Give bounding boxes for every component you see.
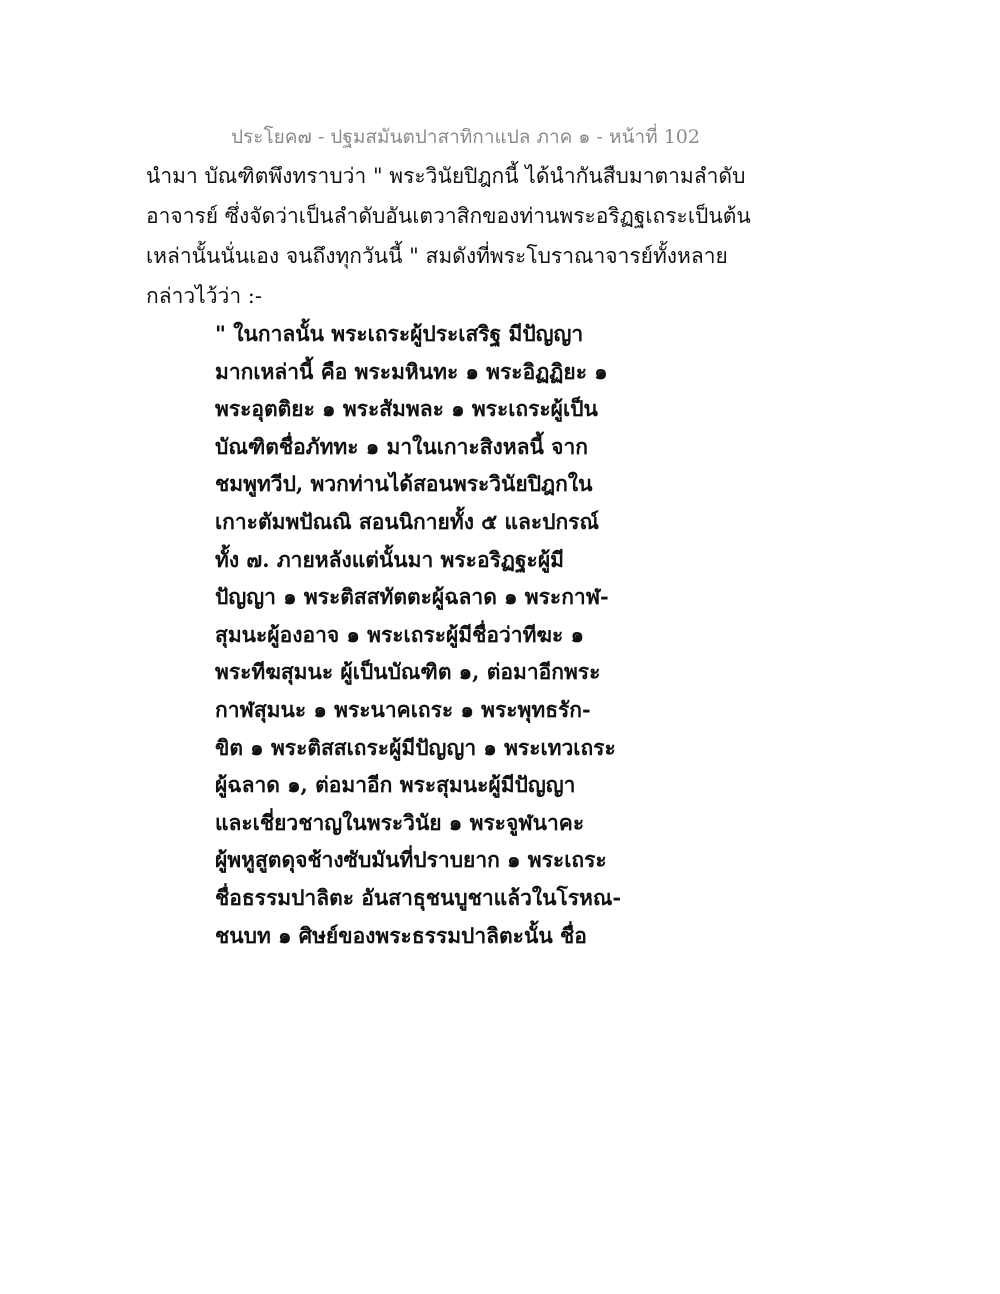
verse-line: ผู้พหูสูตดุจช้างซับมันที่ปราบยาก ๑ พระเถระ (215, 847, 607, 873)
intro-line: อาจารย์ ซึ่งจัดว่าเป็นลำดับอันเตวาสิกของท่านพระอริฏฐเถระเป็นต้น (146, 204, 751, 228)
verse-line: พระทีฆสุมนะ ผู้เป็นบัณฑิต ๑, ต่อมาอีกพระ (215, 659, 601, 685)
verse-line: ชมพูทวีป, พวกท่านได้สอนพระวินัยปิฎกใน (215, 471, 593, 497)
verse-line: ผู้ฉลาด ๑, ต่อมาอีก พระสุมนะผู้มีปัญญา (215, 772, 576, 798)
intro-paragraph (146, 156, 751, 316)
verse-line: " ในกาลนั้น พระเถระผู้ประเสริฐ มีปัญญา (215, 321, 584, 346)
verse-block (215, 315, 622, 954)
verse-line: สุมนะผู้องอาจ ๑ พระเถระผู้มีชื่อว่าทีฆะ ๑ (215, 621, 584, 647)
verse-line: มากเหล่านี้ คือ พระมหินทะ ๑ พระอิฏฏิยะ ๑ (215, 358, 608, 384)
intro-line: นำมา บัณฑิตพึงทราบว่า " พระวินัยปิฎกนี้ ได้นำกันสืบมาตามลำดับ (146, 164, 746, 188)
verse-line: ปัญญา ๑ พระติสสทัตตะผู้ฉลาด ๑ พระกาฬ- (215, 584, 609, 610)
verse-line: ขิต ๑ พระติสสเถระผู้มีปัญญา ๑ พระเทวเถระ (215, 734, 616, 760)
verse-line: และเชี่ยวชาญในพระวินัย ๑ พระจูฬนาคะ (215, 809, 585, 835)
verse-line: บัณฑิตชื่อภัททะ ๑ มาในเกาะสิงหลนี้ จาก (215, 433, 588, 459)
intro-line: เหล่านั้นนั่นเอง จนถึงทุกวันนี้ " สมดังที่พระโบราณาจารย์ทั้งหลาย (146, 244, 728, 268)
intro-line: กล่าวไว้ว่า :- (146, 284, 262, 308)
verse-line: ชื่อธรรมปาลิตะ อันสาธุชนบูชาแล้วในโรหณ- (215, 884, 622, 910)
verse-line: ทั้ง ๗. ภายหลังแต่นั้นมา พระอริฏฐะผู้มี (215, 546, 564, 572)
verse-line: เกาะตัมพปัณณิ สอนนิกายทั้ง ๕ และปกรณ์ (215, 508, 599, 534)
verse-line: กาฬสุมนะ ๑ พระนาคเถระ ๑ พระพุทธรัก- (215, 696, 591, 722)
page-header: ประโยค๗ - ปฐมสมันตปาสาทิกาแปล ภาค ๑ - หน้าที่ 102 (230, 126, 700, 148)
verse-line: ชนบท ๑ ศิษย์ของพระธรรมปาลิตะนั้น ชื่อ (215, 922, 587, 948)
verse-line: พระอุตติยะ ๑ พระสัมพละ ๑ พระเถระผู้เป็น (215, 396, 598, 422)
